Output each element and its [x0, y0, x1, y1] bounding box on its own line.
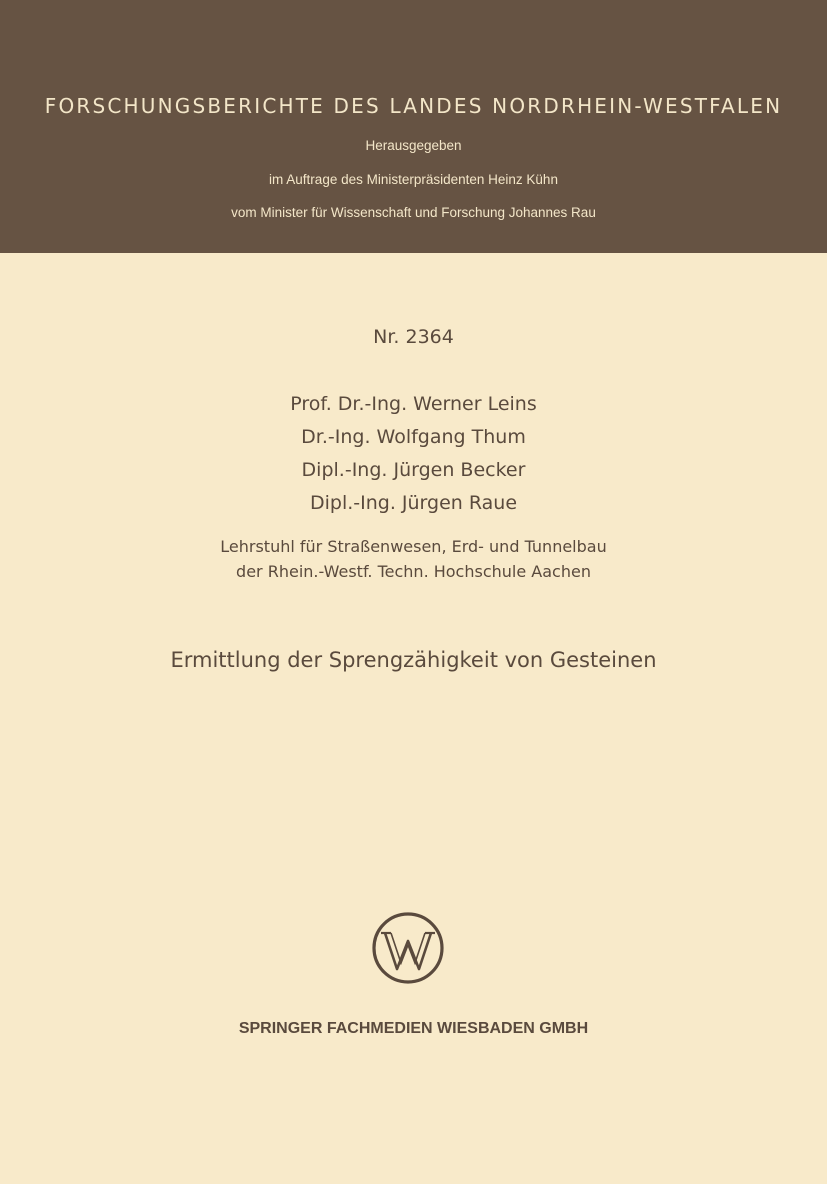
report-number: Nr. 2364	[373, 326, 454, 348]
book-title: Ermittlung der Sprengzähigkeit von Gesteinen	[170, 648, 657, 672]
author-1: Prof. Dr.-Ing. Werner Leins	[290, 393, 537, 415]
author-2: Dr.-Ing. Wolfgang Thum	[301, 426, 526, 448]
institution-line-2: der Rhein.-Westf. Techn. Hochschule Aachen	[236, 562, 591, 581]
editor-line-2: im Auftrage des Ministerpräsidenten Heinz Kühn	[269, 172, 558, 187]
publisher-name: SPRINGER FACHMEDIEN WIESBADEN GMBH	[238, 1020, 589, 1037]
editor-line-1: Herausgegeben	[365, 138, 462, 153]
springer-logo-icon	[371, 911, 445, 985]
author-4: Dipl.-Ing. Jürgen Raue	[309, 492, 518, 514]
editor-line-3: vom Minister für Wissenschaft und Forschung Johannes Rau	[231, 205, 596, 220]
institution-line-1: Lehrstuhl für Straßenwesen, Erd- und Tunnelbau	[220, 537, 607, 556]
series-title: FORSCHUNGSBERICHTE DES LANDES NORDRHEIN-WESTFALEN	[44, 94, 783, 118]
series-header	[0, 0, 827, 253]
author-3: Dipl.-Ing. Jürgen Becker	[301, 459, 526, 481]
